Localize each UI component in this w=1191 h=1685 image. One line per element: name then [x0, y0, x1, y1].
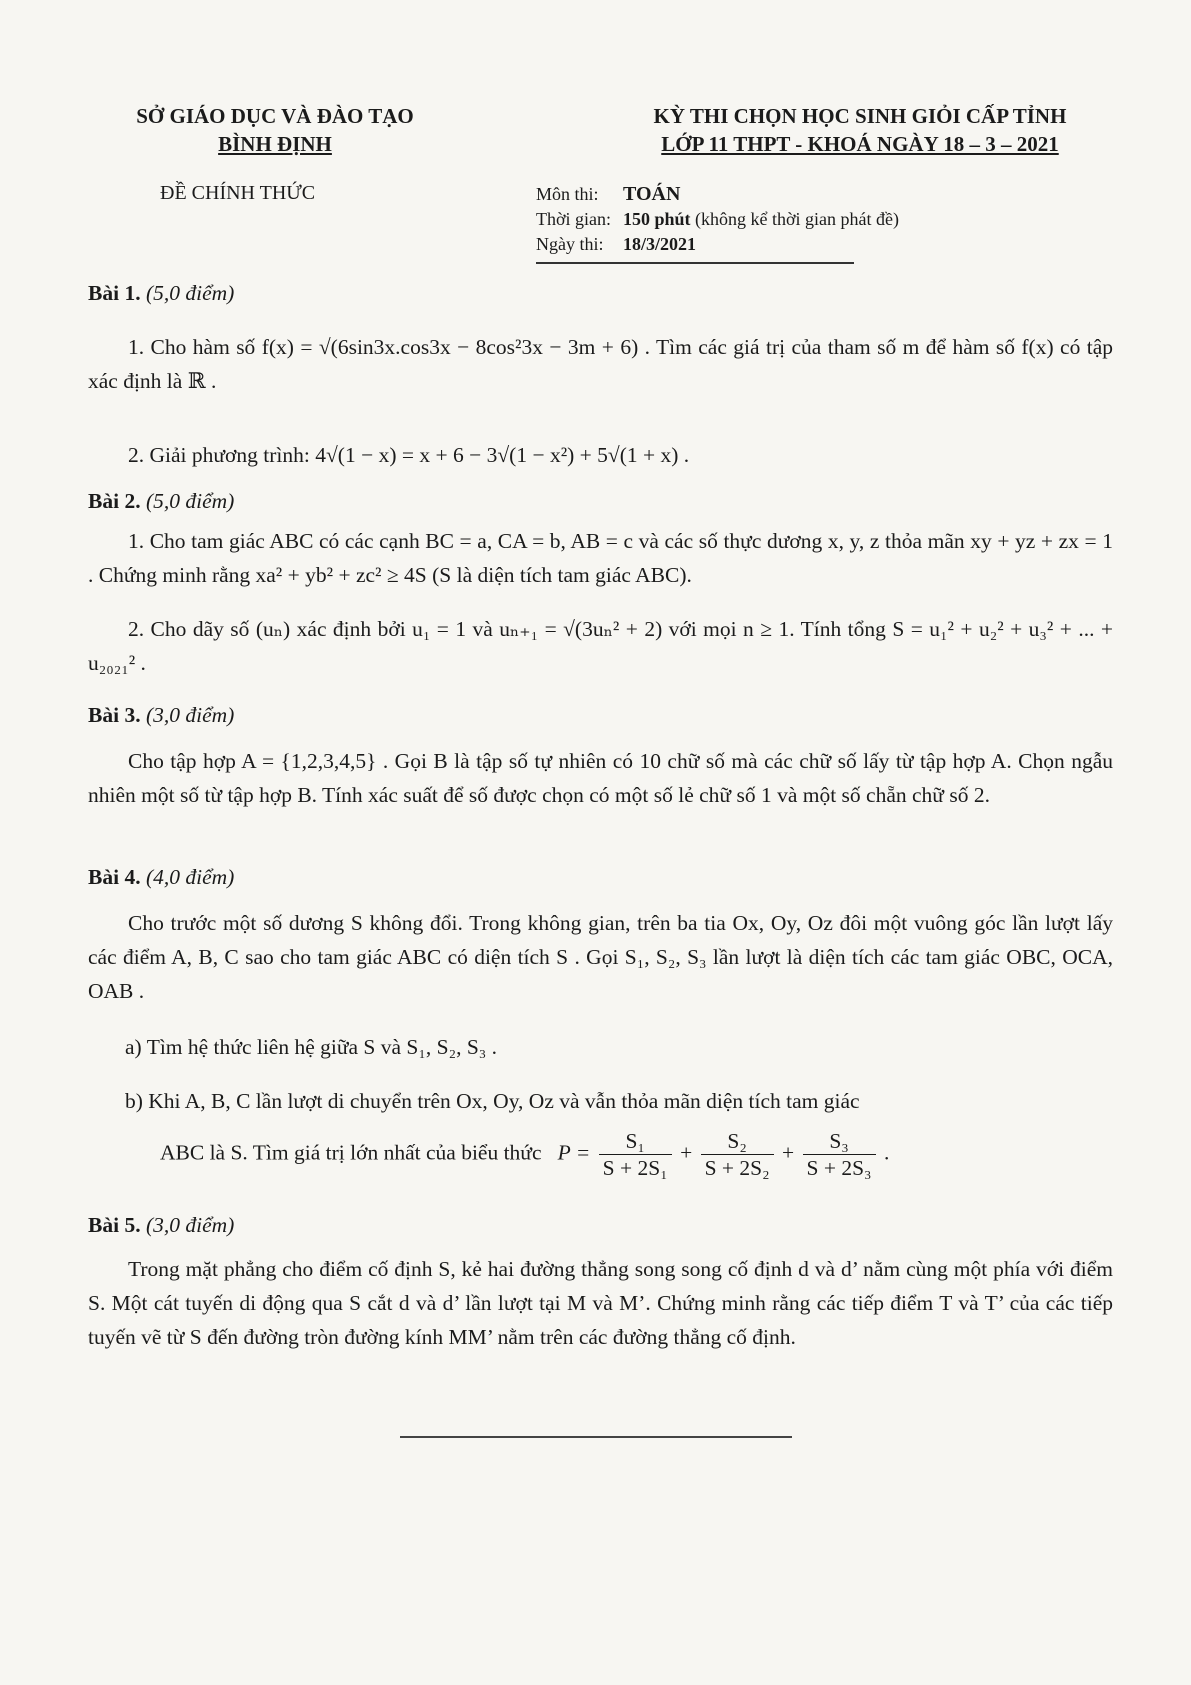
date-label: Ngày thi: — [536, 234, 604, 254]
problem-1-item-1: 1. Cho hàm số f(x) = √(6sin3x.cos3x − 8cos²3x − 3m + 6) . Tìm các giá trị của tham số m để hàm số f(x) có tập xác định là ℝ . — [88, 335, 1113, 393]
problem-1-item-2: 2. Giải phương trình: 4√(1 − x) = x + 6 − 3√(1 − x²) + 5√(1 + x) . — [128, 443, 690, 467]
fraction-3: $\frac{\text{S₃}}{\text{S + 2S₃}}$ — [803, 1128, 876, 1181]
subject-label: Môn thi: — [536, 184, 599, 204]
fraction-1: $\frac{\text{S₁}}{\text{S + 2S₁}}$ — [599, 1128, 672, 1181]
problem-3-heading: Bài 3. (3,0 điểm) — [88, 703, 235, 727]
problem-1-heading: Bài 1. (5,0 điểm) — [88, 281, 235, 305]
exam-header — [610, 102, 1110, 158]
problem-5-text: Trong mặt phẳng cho điểm cố định S, kẻ hai đường thẳng song song cố định d và d’ nằm cùng một phía với điểm S. Một cát tuyến di động qua S cắt d và d’ lần lượt tại M và M’. Chứng minh rằng các tiếp điểm T và T’ của các tiếp tuyến vẽ từ S đến đường tròn đường kính MM’ nằm trên các đường thẳng cố định. — [88, 1257, 1113, 1349]
subject-value: TOÁN — [623, 183, 681, 205]
department-name: SỞ GIÁO DỤC VÀ ĐÀO TẠO — [136, 104, 414, 128]
problem-2-heading: Bài 2. (5,0 điểm) — [88, 489, 235, 513]
problem-2-item-1: 1. Cho tam giác ABC có các cạnh BC = a, CA = b, AB = c và các số thực dương x, y, z thỏa mãn xy + yz + zx = 1 . Chứng minh rằng xa² + yb² + zc² ≥ 4S (S là diện tích tam giác ABC). — [88, 529, 1113, 587]
exam-info — [536, 182, 911, 257]
time-note: (không kể thời gian phát đề) — [695, 209, 900, 229]
info-divider — [536, 262, 854, 264]
problem-4-item-b: b) Khi A, B, C lần lượt di chuyển trên Ox, Oy, Oz và vẫn thỏa mãn diện tích tam giác — [125, 1089, 860, 1113]
time-label: Thời gian: — [536, 209, 612, 229]
exam-grade-date: LỚP 11 THPT - KHOÁ NGÀY 18 – 3 – 2021 — [661, 132, 1059, 156]
problem-4-heading: Bài 4. (4,0 điểm) — [88, 865, 235, 889]
problem-4-item-a: a) Tìm hệ thức liên hệ giữa S và S₁, S₂, S₃ . — [125, 1035, 498, 1059]
problem-2-item-2: 2. Cho dãy số (uₙ) xác định bởi u₁ = 1 và uₙ₊₁ = √(3uₙ² + 2) với mọi n ≥ 1. Tính tổng S = u₁² + u₂² + u₃² + ... + u₂₀₂₁² . — [88, 617, 1113, 675]
exam-name: KỲ THI CHỌN HỌC SINH GIỎI CẤP TỈNH — [653, 104, 1067, 128]
province-name: BÌNH ĐỊNH — [218, 132, 332, 156]
problem-4-text: Cho trước một số dương S không đổi. Trong không gian, trên ba tia Ox, Oy, Oz đôi một vuông góc lần lượt lấy các điểm A, B, C sao cho tam giác ABC có diện tích S . Gọi S₁, S₂, S₃ lần lượt là diện tích các tam giác OBC, OCA, OAB . — [88, 911, 1113, 1003]
problem-5-heading: Bài 5. (3,0 điểm) — [88, 1213, 235, 1237]
end-divider — [400, 1436, 792, 1438]
time-value: 150 phút (không kể thời gian phát đề) — [623, 209, 900, 229]
date-value: 18/3/2021 — [623, 234, 697, 254]
department-header — [95, 102, 455, 158]
problem-4-item-b-expression: ABC là S. Tìm giá trị lớn nhất của biểu thức P = $\frac{\text{S₁}}{\text{S + 2S₁}}$ + $\frac{\text{S₂}}{\text{S + 2S₂}}$ + $\frac{\text{S₃}}{\text{S + 2S₃}}$ . — [160, 1129, 890, 1180]
problem-3-text: Cho tập hợp A = {1,2,3,4,5} . Gọi B là tập số tự nhiên có 10 chữ số mà các chữ số lấy từ tập hợp A. Chọn ngẫu nhiên một số từ tập hợp B. Tính xác suất để số được chọn có một số lẻ chữ số 1 và một số chẵn chữ số 2. — [88, 749, 1113, 807]
fraction-2: $\frac{\text{S₂}}{\text{S + 2S₂}}$ — [701, 1128, 774, 1181]
official-label: ĐỀ CHÍNH THỨC — [160, 182, 316, 204]
